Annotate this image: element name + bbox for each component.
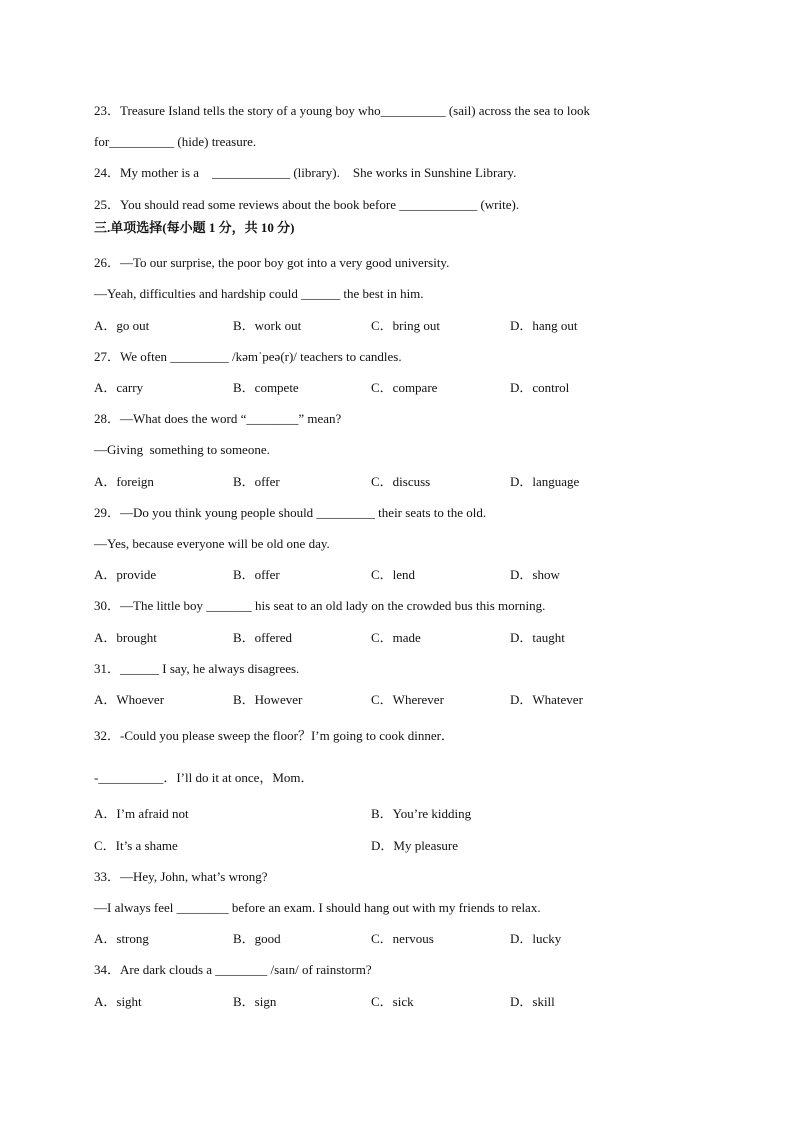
q33-option-b[interactable]: B．good — [233, 931, 281, 946]
question-25: 25．You should read some reviews about the book before ____________ (write). — [94, 197, 520, 212]
question-31-stem: 31．______ I say, he always disagrees. — [94, 661, 300, 676]
q29-option-b[interactable]: B．offer — [233, 567, 280, 582]
q32-option-a[interactable]: A．I’m afraid not — [94, 806, 189, 821]
q26-option-c[interactable]: C．bring out — [371, 318, 440, 333]
q29-option-c[interactable]: C．lend — [371, 567, 416, 582]
q29-option-d[interactable]: D．show — [510, 567, 560, 582]
q26-option-a[interactable]: A．go out — [94, 318, 150, 333]
question-33-reply: —I always feel ________ before an exam. I should hang out with my friends to relax. — [94, 900, 541, 915]
question-33-stem: 33．—Hey, John, what’s wrong? — [94, 869, 268, 884]
question-34-stem: 34．Are dark clouds a ________ /saɪn/ of rainstorm? — [94, 962, 372, 977]
q31-option-c[interactable]: C．Wherever — [371, 692, 444, 707]
question-28-stem: 28．—What does the word “________” mean? — [94, 411, 342, 426]
q27-option-d[interactable]: D．control — [510, 380, 570, 395]
q27-option-c[interactable]: C．compare — [371, 380, 438, 395]
question-23-line-1: 23．Treasure Island tells the story of a young boy who__________ (sail) across the sea to look — [94, 103, 590, 118]
question-30-stem: 30．—The little boy _______ his seat to an old lady on the crowded bus this morning. — [94, 598, 546, 613]
q32-option-d[interactable]: D．My pleasure — [371, 838, 459, 853]
question-32-stem: 32．-Could you please sweep the floor？I’m going to cook dinner． — [94, 728, 454, 743]
q28-option-b[interactable]: B．offer — [233, 474, 280, 489]
q32-option-b[interactable]: B．You’re kidding — [371, 806, 472, 821]
q27-option-b[interactable]: B．compete — [233, 380, 299, 395]
section-heading: 三.单项选择(每小题 1 分，共 10 分) — [94, 220, 295, 235]
q26-option-d[interactable]: D．hang out — [510, 318, 578, 333]
question-24: 24．My mother is a ____________ (library). She works in Sunshine Library. — [94, 165, 517, 180]
q33-option-c[interactable]: C．nervous — [371, 931, 434, 946]
q31-option-b[interactable]: B．However — [233, 692, 303, 707]
question-29-reply: —Yes, because everyone will be old one day. — [94, 536, 330, 551]
q34-option-d[interactable]: D．skill — [510, 994, 555, 1009]
q30-option-c[interactable]: C．made — [371, 630, 421, 645]
q32-option-c[interactable]: C．It’s a shame — [94, 838, 178, 853]
question-26-stem: 26．—To our surprise, the poor boy got into a very good university. — [94, 255, 450, 270]
q28-option-a[interactable]: A．foreign — [94, 474, 154, 489]
q27-option-a[interactable]: A．carry — [94, 380, 144, 395]
q28-option-d[interactable]: D．language — [510, 474, 580, 489]
q31-option-d[interactable]: D．Whatever — [510, 692, 583, 707]
q31-option-a[interactable]: A．Whoever — [94, 692, 165, 707]
q28-option-c[interactable]: C．discuss — [371, 474, 431, 489]
q30-option-b[interactable]: B．offered — [233, 630, 292, 645]
q30-option-a[interactable]: A．brought — [94, 630, 157, 645]
question-32-reply: -__________．I’ll do it at once，Mom． — [94, 770, 314, 785]
question-28-reply: —Giving something to someone. — [94, 442, 270, 457]
q34-option-b[interactable]: B．sign — [233, 994, 277, 1009]
q34-option-a[interactable]: A．sight — [94, 994, 142, 1009]
question-26-reply: —Yeah, difficulties and hardship could ______ the best in him. — [94, 286, 424, 301]
q33-option-a[interactable]: A．strong — [94, 931, 149, 946]
q34-option-c[interactable]: C．sick — [371, 994, 414, 1009]
question-27-stem: 27．We often _________ /kəmˈpeə(r)/ teachers to candles. — [94, 349, 402, 364]
q33-option-d[interactable]: D．lucky — [510, 931, 562, 946]
q29-option-a[interactable]: A．provide — [94, 567, 157, 582]
q30-option-d[interactable]: D．taught — [510, 630, 565, 645]
question-23-line-2: for__________ (hide) treasure. — [94, 134, 257, 149]
question-29-stem: 29．—Do you think young people should _________ their seats to the old. — [94, 505, 487, 520]
q26-option-b[interactable]: B．work out — [233, 318, 302, 333]
